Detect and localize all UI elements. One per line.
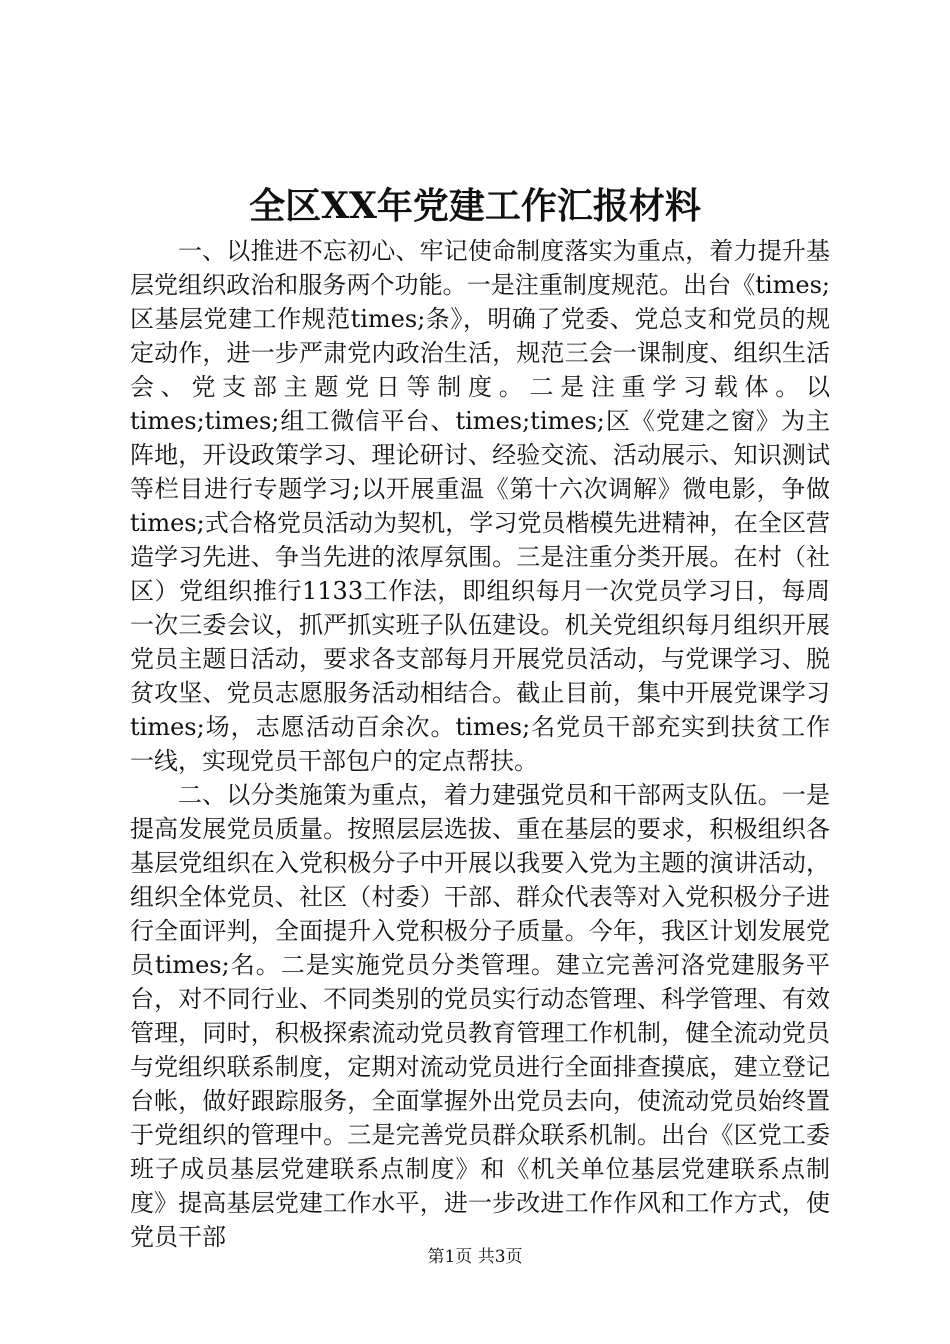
- page-footer: 第1页 共3页: [427, 1247, 523, 1267]
- document-title: 全区XX年党建工作汇报材料: [249, 185, 701, 227]
- paragraph-2: 二、以分类施策为重点，着力建强党员和干部两支队伍。一是提高发展党员质量。按照层层选拔、重在基层的要求，积极组织各基层党组织在入党积极分子中开展以我要入党为主题的演讲活动，组织全体党员、社区（村委）干部、群众代表等对入党积极分子进行全面评判，全面提升入党积极分子质量。今年，我区计划发展党员times;名。二是实施党员分类管理。建立完善河洛党建服务平台，对不同行业、不同类别的党员实行动态管理、科学管理、有效管理，同时，积极探索流动党员教育管理工作机制，健全流动党员与党组织联系制度，定期对流动党员进行全面排查摸底，建立登记台帐，做好跟踪服务，全面掌握外出党员去向，使流动党员始终置于党组织的管理中。三是完善党员群众联系机制。出台《区党工委班子成员基层党建联系点制度》和《机关单位基层党建联系点制度》提高基层党建工作水平，进一步改进工作作风和工作方式，使党员干部: [130, 781, 830, 1251]
- document-body: [130, 234, 830, 1254]
- paragraph-1: 一、以推进不忘初心、牢记使命制度落实为重点，着力提升基层党组织政治和服务两个功能。一是注重制度规范。出台《times;区基层党建工作规范times;条》，明确了党委、党总支和党员的规定动作，进一步严肃党内政治生活，规范三会一课制度、组织生活会、党支部主题党日等制度。二是注重学习载体。以times;times;组工微信平台、times;times;区《党建之窗》为主阵地，开设政策学习、理论研讨、经验交流、活动展示、知识测试等栏目进行专题学习;以开展重温《第十六次调解》微电影，争做times;式合格党员活动为契机，学习党员楷模先进精神，在全区营造学习先进、争当先进的浓厚氛围。三是注重分类开展。在村（社区）党组织推行1133工作法，即组织每月一次党员学习日，每周一次三委会议，抓严抓实班子队伍建设。机关党组织每月组织开展党员主题日活动，要求各支部每月开展党员活动，与党课学习、脱贫攻坚、党员志愿服务活动相结合。截止目前，集中开展党课学习times;场，志愿活动百余次。times;名党员干部充实到扶贫工作一线，实现党员干部包户的定点帮扶。: [130, 237, 830, 775]
